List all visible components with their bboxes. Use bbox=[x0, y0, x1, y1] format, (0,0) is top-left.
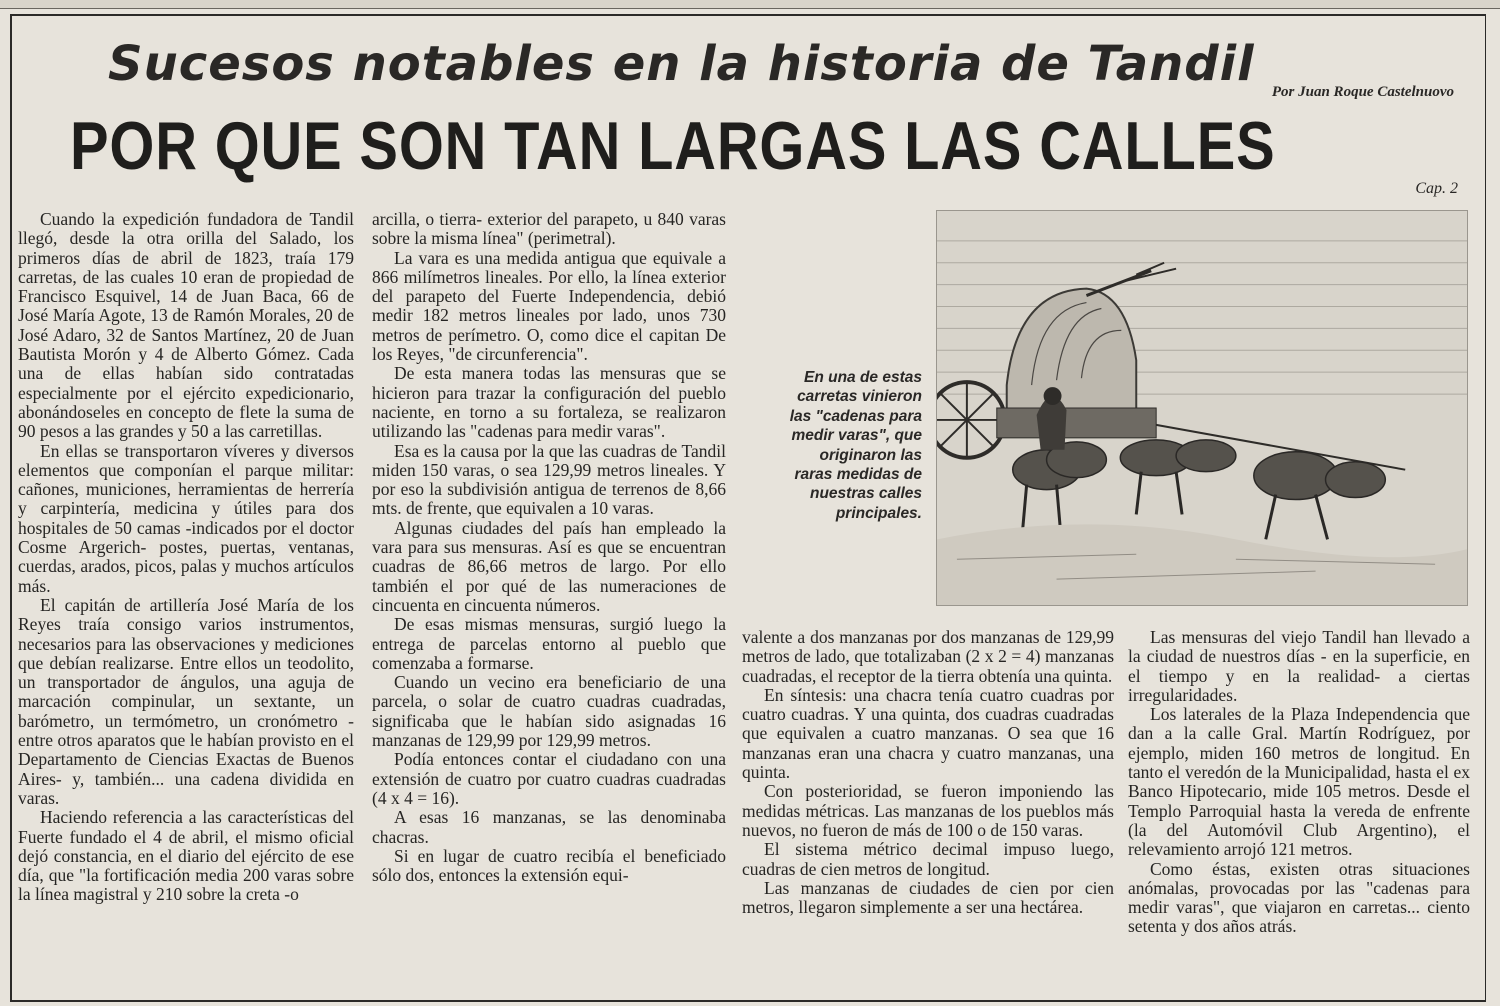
paragraph: A esas 16 manzanas, se las denominaba chacras. bbox=[372, 807, 726, 847]
paragraph: De esas mismas mensuras, surgió luego la entrega de parcelas entorno al pueblo que comenzaba a formarse. bbox=[372, 614, 726, 673]
text-column-2 bbox=[372, 210, 726, 885]
photo-caption: En una de estas carretas vinieron las "cadenas para medir varas", que originaron las raras medidas de nuestras calles principales. bbox=[789, 369, 922, 522]
paragraph: La vara es una medida antigua que equivale a 866 milímetros lineales. Por ello, la línea exterior del parapeto del Fuerte Independencia, debió medir 182 metros lineales por lado, unos 730 metros de perímetro. O, como dice el capitan De los Reyes, "de circunferencia". bbox=[372, 247, 726, 365]
paragraph: valente a dos manzanas por dos manzanas de 129,99 metros de lado, que totalizaban (2 x 2 = 4) manzanas cuadradas, el receptor de la tierra obtenía una quinta. bbox=[742, 627, 1114, 686]
paragraph: Podía entonces contar el ciudadano con una extensión de cuatro por cuatro cuadras cuadradas (4 x 4 = 16). bbox=[372, 749, 726, 808]
paragraph: Cuando un vecino era beneficiario de una parcela, o solar de cuatro cuadras cuadradas, significaba que le habían sido asignadas 16 manzanas de 129,99 por 129,99 metros. bbox=[372, 672, 726, 751]
paragraph: Cuando la expedición fundadora de Tandil llegó, desde la otra orilla del Salado, los primeros días de abril de 1823, traía 179 carretas, de las cuales 10 eran de propiedad de Francisco Esquivel, 14 de Juan Baca, 66 de José María Agote, 13 de Ramón Morales, 20 de José Adaro, 32 de Santos Martínez, 20 de Juan Bautista Morón y 4 de Alberto Gómez. Cada una de ellas habían sido contratadas especialmente por el ejército expedicionario, abonándoseles en concepto de flete la suma de 90 pesos a las grandes y 50 a las carretillas. bbox=[18, 209, 354, 442]
paragraph: Como éstas, existen otras situaciones anómalas, provocadas por las "cadenas para medir varas", que viajaron en carretas... ciento setenta y dos años atrás. bbox=[1128, 858, 1470, 937]
paragraph: Las manzanas de ciudades de cien por cien metros, llegaron simplemente a ser una hectárea. bbox=[742, 877, 1114, 918]
paragraph: De esta manera todas las mensuras que se hicieron para trazar la configuración del pueblo naciente, en torno a su fortaleza, se realizaron utilizando las "cadenas para medir varas". bbox=[372, 363, 726, 442]
paragraph: En síntesis: una chacra tenía cuatro cuadras por cuatro cuadras. Y una quinta, dos cuadras cuadradas que equivalen a cuatro manzanas. O sea que 16 manzanas eran una chacra y cuatro manzanas, una quinta. bbox=[742, 684, 1114, 783]
chapter-label: Cap. 2 bbox=[1415, 180, 1458, 197]
text-column-4 bbox=[1128, 628, 1470, 937]
paragraph: Si en lugar de cuatro recibía el beneficiado sólo dos, entonces la extensión equi- bbox=[372, 845, 726, 886]
article-headline: POR QUE SON TAN LARGAS LAS CALLES bbox=[70, 108, 1276, 184]
paragraph: El sistema métrico decimal impuso luego, cuadras de cien metros de longitud. bbox=[742, 839, 1114, 879]
text-column-1 bbox=[18, 210, 354, 905]
previous-article-edge bbox=[0, 0, 1500, 9]
paragraph: Los laterales de la Plaza Independencia que dan a la calle Gral. Martín Rodríguez, por ejemplo, miden 160 metros de longitud. En tanto el veredón de la Municipalidad, hasta el ex Banco Hipotecario, mide 105 metros. Desde el Templo Parroquial hasta la vereda de enfrente (la del Automóvil Club Argentino), el relevamiento arrojó 121 metros. bbox=[1128, 704, 1470, 860]
paragraph: Algunas ciudades del país han empleado la vara para sus mensuras. Así es que se encuentran cuadras de 86,66 metros de largo. Por ello también el por qué de las numeraciones de cincuenta en cincuenta números. bbox=[372, 517, 726, 615]
paragraph: arcilla, o tierra- exterior del parapeto, u 840 varas sobre la misma línea" (perimetral). bbox=[372, 209, 726, 249]
paragraph: El capitán de artillería José María de los Reyes traía consigo varios instrumentos, necesarios para las observaciones y mediciones que debían realizarse. Entre ellos un teodolito, un transportador de ángulos, una aguja de marcación compinular, un sextante, un barómetro, un termómetro, un cronómetro -entre otros aparatos que le habían provisto en el Departamento de Ciencias Exactas de Buenos Aires- y, también... una cadena dividida en varas. bbox=[18, 594, 354, 808]
paragraph: Con posterioridad, se fueron imponiendo las medidas métricas. Las manzanas de los pueblos más nuevos, no fueron de más de 100 o de 150 varas. bbox=[742, 781, 1114, 840]
oxcart-illustration bbox=[936, 210, 1468, 606]
article-kicker: Sucesos notables en la historia de Tandil bbox=[108, 36, 1255, 92]
text-column-3 bbox=[742, 628, 1114, 917]
paragraph: Las mensuras del viejo Tandil han llevado a la ciudad de nuestros días - en la superficie, en el tiempo y en la realidad- a ciertas irregularidades. bbox=[1128, 627, 1470, 705]
paragraph: En ellas se transportaron víveres y diversos elementos que componían el parque militar: cañones, municiones, herramientas de herrería y carpintería, medicina y útiles para dos hospitales de 50 camas -indicados por el doctor Cosme Argerich- postes, puertas, ventanas, cuerdas, arados, picos, palas y muchos artículos más. bbox=[18, 440, 354, 596]
article-byline: Por Juan Roque Castelnuovo bbox=[1271, 84, 1454, 100]
oxcart-drawing-icon bbox=[937, 211, 1467, 605]
paragraph: Esa es la causa por la que las cuadras de Tandil miden 150 varas, o sea 129,99 metros lineales. Y por eso la subdivisión antigua de terrenos de 8,66 mts. de frente, que equivalen a 10 varas. bbox=[372, 440, 726, 519]
paragraph: Haciendo referencia a las características del Fuerte fundado el 4 de abril, el mismo oficial dejó constancia, en el diario del ejército de ese día, que "la fortificación media 200 varas sobre la línea magistral y 210 sobre la creta -o bbox=[18, 807, 354, 905]
